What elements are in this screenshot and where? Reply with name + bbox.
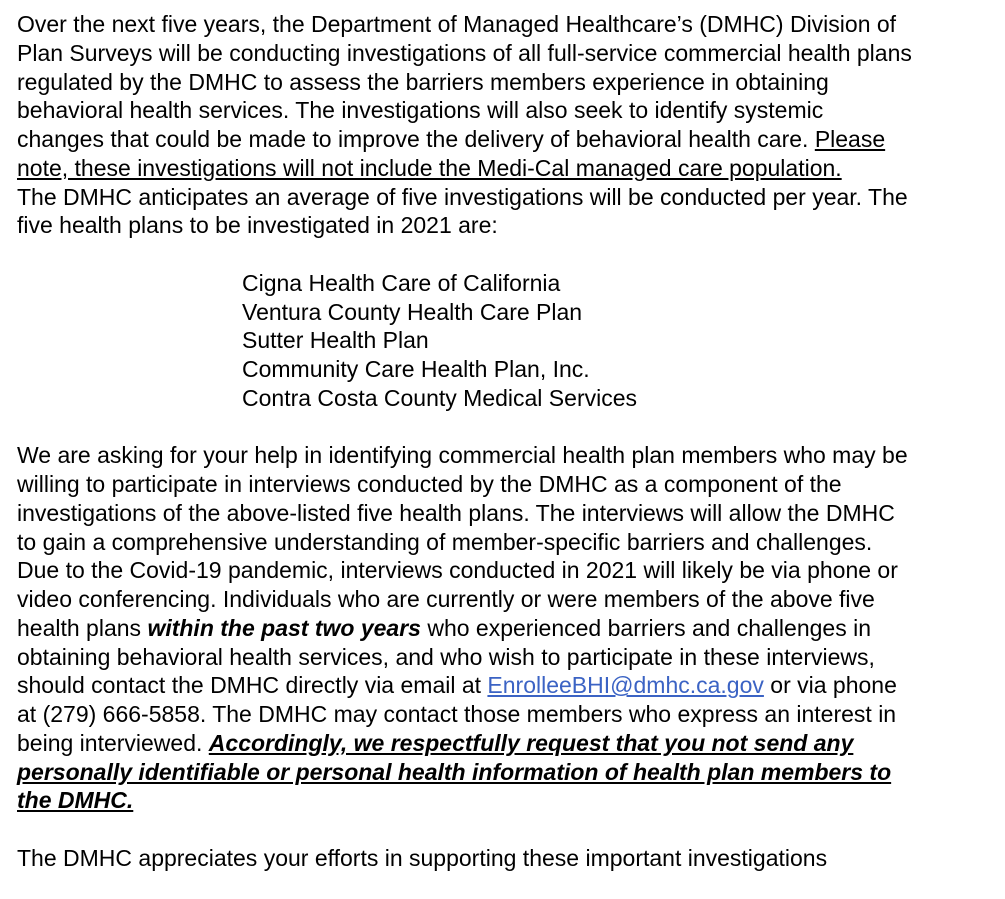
text-segment: changes that could be made to improve the delivery of behavioral health care. — [17, 126, 815, 152]
text-line: five health plans to be investigated in 2021 are: — [17, 212, 498, 239]
privacy-request: Accordingly, we respectfully request that you not send any — [208, 729, 854, 756]
text-line: obtaining behavioral health services, and who wish to participate in these interviews, — [17, 643, 875, 670]
text-line: willing to participate in interviews conducted by the DMHC as a component of the — [17, 471, 842, 497]
text-line — [17, 125, 912, 154]
text-line — [17, 729, 912, 758]
emphasis: within the past two years — [147, 614, 421, 641]
list-item: Sutter Health Plan — [242, 327, 429, 354]
text-line: Over the next five years, the Department of Managed Healthcare’s (DMHC) Division of — [17, 11, 897, 37]
list-item: Community Care Health Plan, Inc. — [242, 356, 590, 382]
text-line: Plan Surveys will be conducting investigations of all full-service commercial health plans — [17, 39, 912, 66]
text-line — [17, 154, 912, 183]
text-line: Due to the Covid-19 pandemic, interviews conducted in 2021 will likely be via phone or — [17, 557, 898, 584]
text-line — [17, 758, 912, 787]
text-line: to gain a comprehensive understanding of member-specific barriers and challenges. — [17, 528, 873, 555]
request-paragraph — [17, 441, 912, 815]
text-segment: health plans — [17, 614, 148, 641]
text-segment: being interviewed. — [17, 729, 209, 756]
text-line: behavioral health services. The investigations will also seek to identify systemic — [17, 97, 824, 124]
text-line — [17, 671, 912, 700]
email-link[interactable]: EnrolleeBHI@dmhc.ca.gov — [487, 672, 764, 699]
text-segment: who experienced barriers and challenges in — [420, 614, 871, 641]
text-segment: should contact the DMHC directly via email at — [17, 672, 488, 699]
intro-paragraph — [17, 10, 912, 240]
text-segment: or via phone — [763, 672, 897, 699]
text-line: at (279) 666-5858. The DMHC may contact those members who express an interest in — [17, 701, 897, 727]
text-line — [17, 614, 912, 643]
privacy-request: the DMHC. — [17, 787, 134, 814]
text-line: investigations of the above-listed five health plans. The interviews will allow the DMHC — [17, 499, 895, 526]
medi-cal-note: note, these investigations will not include the Medi-Cal managed care population. — [17, 154, 842, 181]
text-line — [17, 786, 912, 815]
medi-cal-note: Please — [814, 126, 886, 152]
health-plan-list — [17, 269, 912, 413]
text-line: The DMHC anticipates an average of five investigations will be conducted per year. The — [17, 183, 908, 210]
list-item: Contra Costa County Medical Services — [242, 384, 637, 411]
text-line: video conferencing. Individuals who are currently or were members of the above five — [17, 586, 875, 612]
document-body — [17, 10, 912, 873]
text-line: regulated by the DMHC to assess the barriers members experience in obtaining — [17, 68, 829, 95]
closing-line: The DMHC appreciates your efforts in supporting these important investigations — [17, 844, 828, 871]
list-item: Cigna Health Care of California — [242, 269, 561, 296]
privacy-request: personally identifiable or personal health information of health plan members to — [17, 758, 892, 785]
text-line: We are asking for your help in identifying commercial health plan members who may be — [17, 442, 908, 469]
list-item: Ventura County Health Care Plan — [242, 298, 583, 325]
